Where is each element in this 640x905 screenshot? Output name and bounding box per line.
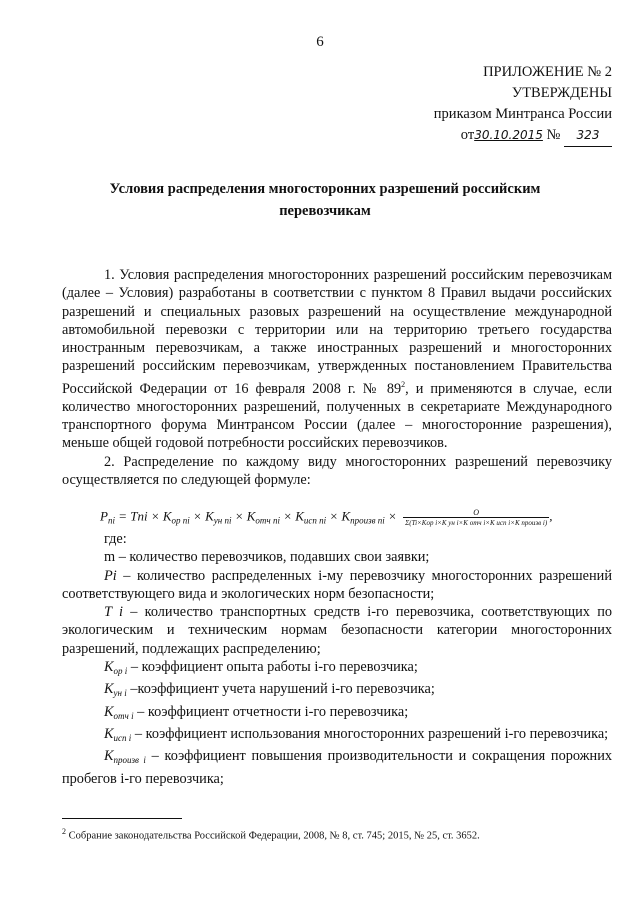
stamp-ot: от bbox=[460, 127, 475, 143]
stamp-no: № bbox=[546, 127, 561, 143]
formula-k2: ун ni bbox=[213, 515, 232, 526]
stamp-date-line bbox=[434, 125, 612, 147]
formula-k5: произв ni bbox=[350, 515, 385, 526]
distribution-formula: $P_{ni}$ = Tni × $K_{op ni} \times K_{ун ni} \times K_{отч ni} \times K_{исп ni} \times K_{произв ni}$ × $\frac{O}{\text{Σ(Ti×Kop i×K ун i×K отч i×K исп i×K произв i)}}$ , bbox=[100, 508, 553, 527]
def-kop-symbol: K bbox=[104, 659, 114, 676]
def-ti-symbol: T i bbox=[104, 604, 123, 621]
den-text: (Ti×K bbox=[409, 519, 427, 527]
handwritten-number: 323 bbox=[564, 125, 612, 147]
handwritten-date: 30.10.2015 bbox=[474, 128, 543, 142]
den-close: ) bbox=[544, 519, 548, 527]
def-kotch-text: – коэффициент отчетности i-го перевозчика; bbox=[133, 703, 409, 720]
formula-fraction bbox=[403, 508, 549, 527]
def-kisp-sub: исп i bbox=[113, 732, 132, 743]
def-m: m – количество перевозчиков, подавших свои заявки; bbox=[104, 549, 430, 566]
def-pi-symbol: Pi – bbox=[104, 567, 131, 584]
def-ti bbox=[62, 603, 612, 658]
footnote-ref: 2 bbox=[401, 379, 406, 389]
def-kop bbox=[62, 658, 612, 680]
formula-lhs: P bbox=[100, 508, 108, 524]
def-kotch-sub: отч i bbox=[113, 710, 134, 721]
body-section-1 bbox=[62, 266, 612, 489]
formula-k3: отч ni bbox=[255, 515, 280, 526]
fraction-numerator: O bbox=[403, 508, 549, 518]
def-kisp-text: – коэффициент использования многосторонних разрешений i-го перевозчика; bbox=[131, 725, 609, 742]
def-kotch-symbol: K bbox=[104, 703, 114, 720]
paragraph-2: 2. Распределение по каждому виду многосторонних разрешений перевозчику осуществляется по следующей формуле: bbox=[62, 453, 612, 489]
def-kproizv bbox=[62, 747, 612, 788]
formula-rhs: = Tni × K bbox=[114, 508, 172, 524]
def-kproizv-text: – коэффициент повышения производительности и сокращения порожних пробегов i-го перевозчика; bbox=[62, 748, 612, 787]
footnote bbox=[62, 827, 480, 842]
def-kun-symbol: K bbox=[104, 681, 114, 698]
page-number: 6 bbox=[316, 34, 324, 50]
sum-sign: Σ bbox=[405, 519, 410, 527]
def-kop-text: – коэффициент опыта работы i-го перевозчика; bbox=[127, 659, 418, 676]
def-kun-text: –коэффициент учета нарушений i-го перевозчика; bbox=[126, 681, 435, 698]
formula-lhs-sub: ni bbox=[107, 515, 115, 526]
def-ti-text: – количество транспортных средств i-го перевозчика, соответствующих по экологическим и техническим нормам безопасности категории многосторонних разрешений, подлежащих распределению; bbox=[62, 604, 612, 657]
formula-k4: исп ni bbox=[303, 515, 327, 526]
where-label: где: bbox=[104, 531, 127, 547]
formula-k1: op ni bbox=[171, 515, 190, 526]
def-kproizv-sub: произв i bbox=[113, 755, 146, 766]
paragraph-1 bbox=[62, 266, 612, 453]
def-pi bbox=[62, 567, 612, 604]
paragraph-1-tail: , и применяются в случае, если количество многосторонних разрешений, полученных в секретариате Международного транспортного форума Минтрансом России (далее – многосторонние разрешения), меньше общей годовой потребности российских перевозчиков. bbox=[62, 380, 613, 452]
body-section-2 bbox=[62, 530, 612, 788]
def-pi-text: количество распределенных i-му перевозчику многосторонних разрешений соответствующего вида и экологических норм безопасности; bbox=[62, 567, 612, 602]
stamp-order: приказом Минтранса России bbox=[433, 106, 612, 122]
footnote-separator bbox=[62, 818, 182, 819]
def-kun-sub: ун i bbox=[113, 688, 127, 699]
def-kotch bbox=[62, 703, 612, 725]
footnote-text: Собрание законодательства Российской Федерации, 2008, № 8, ст. 745; 2015, № 25, ст. 3652. bbox=[66, 830, 480, 842]
def-kisp bbox=[62, 725, 612, 747]
formula-comma: , bbox=[549, 508, 553, 524]
def-kproizv-symbol: K bbox=[104, 748, 114, 765]
fraction-denominator: Σ(Ti×Kop i×K ун i×K отч i×K исп i×K произв i) bbox=[405, 519, 548, 527]
approval-stamp bbox=[434, 62, 612, 147]
def-kisp-symbol: K bbox=[104, 725, 114, 742]
paragraph-1-text: 1. Условия распределения многосторонних разрешений российским перевозчикам (далее – Условия) разработаны в соответствии с пунктом 8 Правил выдачи российских разрешений и специальных разовых разрешений на осуществление международной автомобильной перевозки с территории или на территорию третьего государства иностранным перевозчикам, а также иностранных разрешений и многосторонних разрешений российским перевозчикам, утвержденных постановлением Правительства Российской Федерации от 16 февраля 2008 г. № 89 bbox=[62, 267, 612, 397]
document-title: Условия распределения многосторонних разрешений российским перевозчикам bbox=[109, 181, 541, 219]
def-kop-sub: op i bbox=[113, 666, 128, 677]
def-kun bbox=[62, 680, 612, 702]
stamp-approved: УТВЕРЖДЕНЫ bbox=[511, 85, 612, 101]
stamp-appendix: ПРИЛОЖЕНИЕ № 2 bbox=[483, 64, 612, 80]
footnote-mark: 2 bbox=[62, 827, 66, 836]
